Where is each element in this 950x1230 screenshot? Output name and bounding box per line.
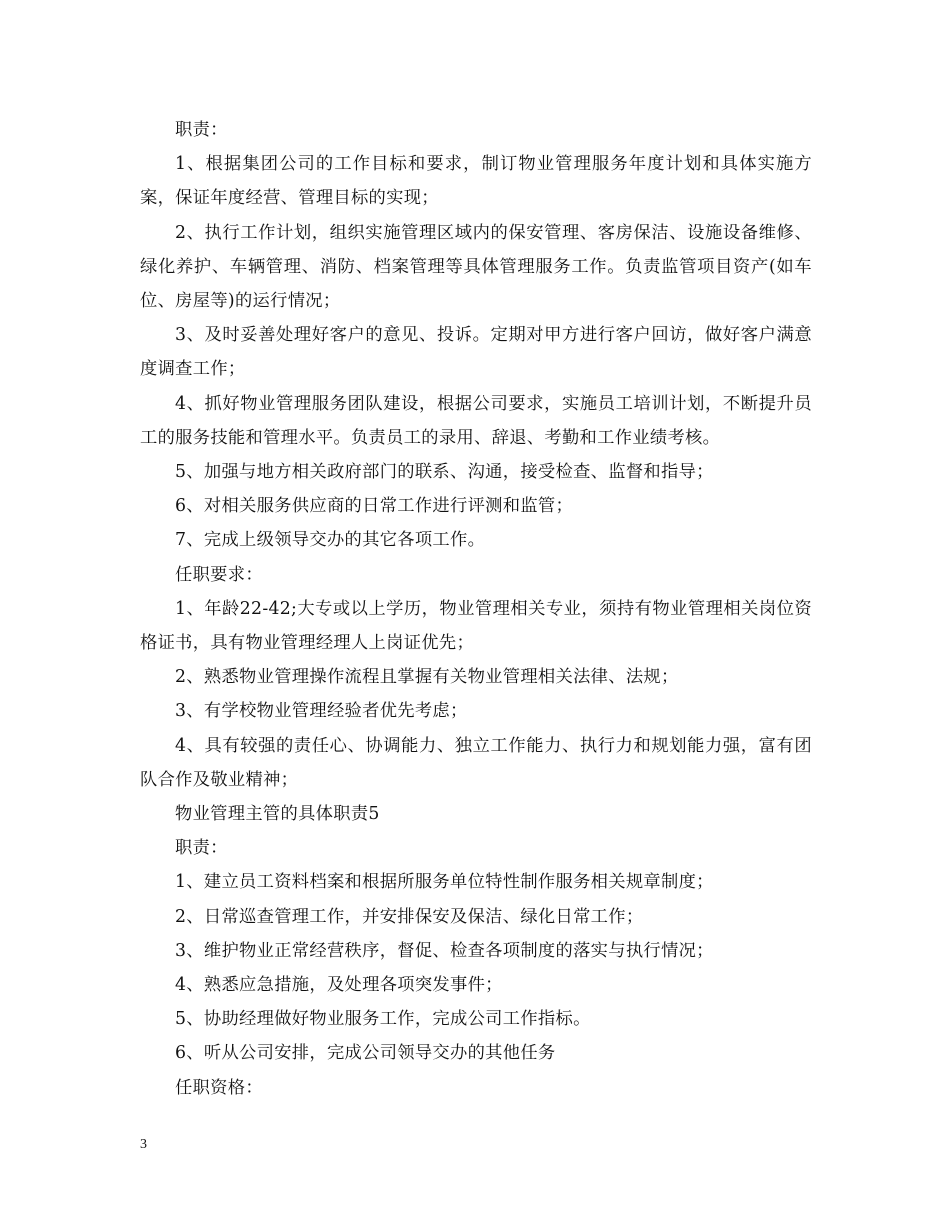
paragraph-requirement-2: 2、熟悉物业管理操作流程且掌握有关物业管理相关法律、法规； bbox=[175, 667, 679, 688]
paragraph-requirement-1: 1、年龄22-42;大专或以上学历，物业管理相关专业，须持有物业管理相关岗位资格证书，具有物业管理经理人上岗证优先； bbox=[140, 598, 812, 654]
paragraph-duty-b5: 5、协助经理做好物业服务工作，完成公司工作指标。 bbox=[175, 1009, 591, 1030]
paragraph-duty-b2: 2、日常巡查管理工作，并安排保安及保洁、绿化日常工作； bbox=[175, 906, 644, 927]
document-body bbox=[140, 113, 812, 1105]
section-title: 物业管理主管的具体职责5 bbox=[175, 804, 380, 825]
paragraph-duty-2: 2、执行工作计划，组织实施管理区域内的保安管理、客房保洁、设施设备维修、绿化养护、车辆管理、消防、档案管理等具体管理服务工作。负责监管项目资产(如车位、房屋等)的运行情况； bbox=[140, 222, 812, 312]
paragraph-duty-4: 4、抓好物业管理服务团队建设，根据公司要求，实施员工培训计划，不断提升员工的服务技能和管理水平。负责员工的录用、辞退、考勤和工作业绩考核。 bbox=[140, 393, 812, 448]
paragraph-duty-1: 1、根据集团公司的工作目标和要求，制订物业管理服务年度计划和具体实施方案，保证年度经营、管理目标的实现； bbox=[140, 154, 812, 209]
paragraph-heading-qualifications: 任职资格： bbox=[175, 1077, 263, 1098]
paragraph-duty-6: 6、对相关服务供应商的日常工作进行评测和监管； bbox=[175, 496, 574, 517]
paragraph-duty-7: 7、完成上级领导交办的其它各项工作。 bbox=[175, 530, 486, 551]
paragraph-requirement-3: 3、有学校物业管理经验者优先考虑； bbox=[175, 701, 468, 722]
paragraph-heading-duties: 职责： bbox=[175, 120, 228, 140]
paragraph-duty-b4: 4、熟悉应急措施，及处理各项突发事件； bbox=[175, 975, 503, 996]
page-number: 3 bbox=[140, 1137, 147, 1152]
paragraph-duty-b6: 6、听从公司安排，完成公司领导交办的其他任务 bbox=[175, 1043, 556, 1064]
paragraph-heading-duties-2: 职责： bbox=[175, 838, 228, 859]
paragraph-duty-b1: 1、建立员工资料档案和根据所服务单位特性制作服务相关规章制度； bbox=[175, 872, 714, 893]
paragraph-duty-5: 5、加强与地方相关政府部门的联系、沟通，接受检查、监督和指导； bbox=[175, 462, 714, 483]
paragraph-duty-b3: 3、维护物业正常经营秩序，督促、检查各项制度的落实与执行情况； bbox=[175, 940, 714, 961]
paragraph-duty-3: 3、及时妥善处理好客户的意见、投诉。定期对甲方进行客户回访，做好客户满意度调查工作； bbox=[140, 325, 812, 380]
paragraph-requirement-4: 4、具有较强的责任心、协调能力、独立工作能力、执行力和规划能力强，富有团队合作及敬业精神； bbox=[140, 735, 812, 790]
paragraph-heading-requirements: 任职要求： bbox=[175, 564, 263, 585]
